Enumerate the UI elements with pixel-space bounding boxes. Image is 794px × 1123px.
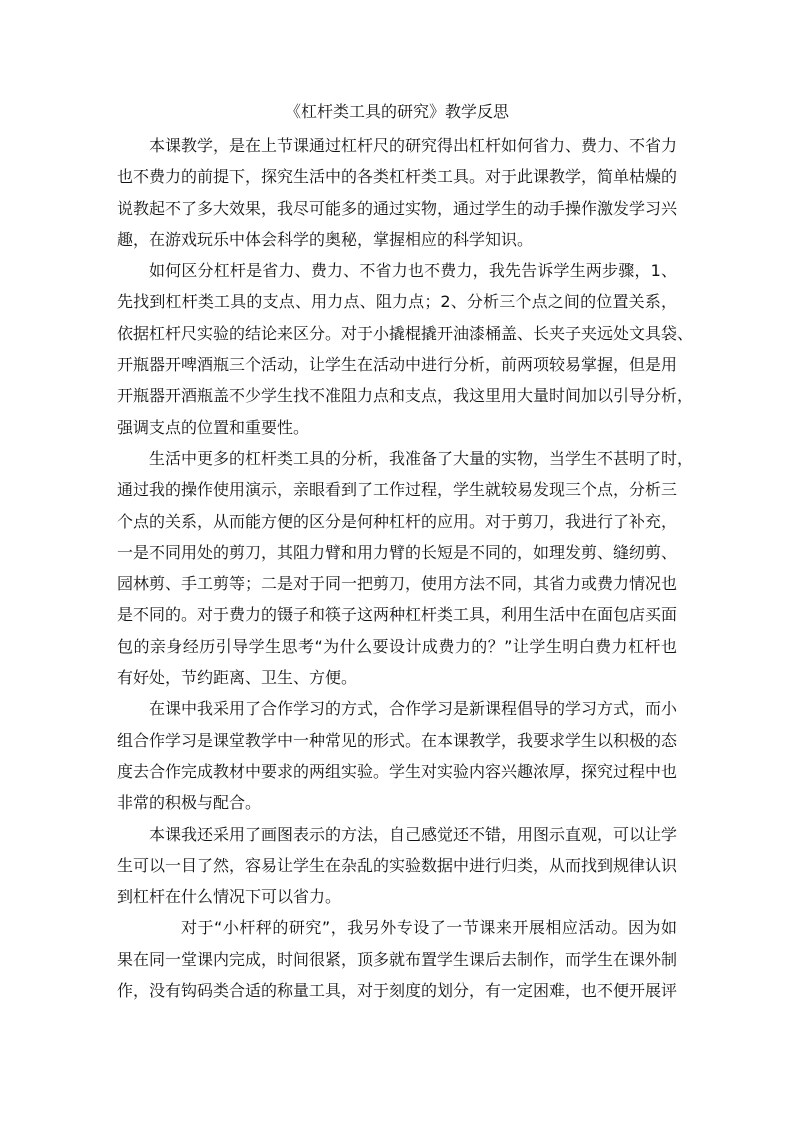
text-line: 本课教学，是在上节课通过杠杆尺的研究得出杠杆如何省力、费力、不省力	[149, 136, 678, 155]
text-line: 作，没有钩码类合适的称量工具，对于刻度的划分，有一定困难，也不便开展评	[117, 981, 678, 1001]
text-line: 一是不同用处的剪刀，其阻力臂和用力臂的长短是不同的，如理发剪、缝纫剪、	[117, 542, 678, 562]
text-line: 到杠杆在什么情况下可以省力。	[117, 887, 342, 907]
document-title: 《杠杆类工具的研究》教学反思	[284, 102, 509, 121]
document-body	[117, 130, 694, 1006]
text-line: 度去合作完成教材中要求的两组实验。学生对实验内容兴趣浓厚，探究过程中也	[117, 761, 678, 781]
text-line: 个点的关系，从而能方便的区分是何种杠杆的应用。对于剪刀，我进行了补充，	[117, 511, 678, 531]
text-line: 对于“小杆秤的研究”，我另外专设了一节课来开展相应活动。因为如	[181, 918, 677, 938]
paragraph	[117, 255, 694, 443]
text-line: 趣，在游戏玩乐中体会科学的奥秘，掌握相应的科学知识。	[117, 229, 534, 249]
paragraph	[117, 443, 694, 693]
text-line: 生活中更多的杠杆类工具的分析，我准备了大量的实物，当学生不甚明了时，	[149, 448, 694, 468]
text-line: 本课我还采用了画图表示的方法，自己感觉还不错，用图示直观，可以让学	[149, 824, 678, 844]
text-line: 通过我的操作使用演示，亲眼看到了工作过程，学生就较易发现三个点，分析三	[117, 480, 678, 500]
text-line: 包的亲身经历引导学生思考“为什么要设计成费力的？”让学生明白费力杠杆也	[117, 636, 677, 656]
text-line: 果在同一堂课内完成，时间很紧，顶多就布置学生课后去制作，而学生在课外制	[117, 949, 678, 969]
text-line: 有好处，节约距离、卫生、方便。	[117, 668, 358, 688]
text-line: 先找到杠杆类工具的支点、用力点、阻力点；2、分析三个点之间的位置关系，	[117, 292, 677, 312]
paragraph	[117, 819, 677, 913]
paragraph	[117, 693, 677, 818]
paragraph	[117, 130, 677, 255]
text-line: 非常的积极与配合。	[117, 793, 262, 813]
text-line: 生可以一目了然，容易让学生在杂乱的实验数据中进行归类，从而找到规律认识	[117, 855, 678, 875]
text-line: 是不同的。对于费力的镊子和筷子这两种杠杆类工具，利用生活中在面包店买面	[117, 605, 678, 625]
text-line: 园林剪、手工剪等；二是对于同一把剪刀，使用方法不同，其省力或费力情况也	[117, 574, 678, 594]
text-line: 开瓶器开酒瓶盖不少学生找不准阻力点和支点，我这里用大量时间加以引导分析，	[117, 386, 694, 406]
text-line: 说教起不了多大效果，我尽可能多的通过实物，通过学生的动手操作激发学习兴	[117, 198, 678, 218]
text-line: 组合作学习是课堂教学中一种常见的形式。在本课教学，我要求学生以积极的态	[117, 730, 678, 750]
text-line: 如何区分杠杆是省力、费力、不省力也不费力，我先告诉学生两步骤，1、	[149, 261, 677, 281]
text-line: 强调支点的位置和重要性。	[117, 417, 310, 437]
paragraph	[117, 912, 677, 1006]
text-line: 开瓶器开啤酒瓶三个活动，让学生在活动中进行分析，前两项较易掌握，但是用	[117, 355, 678, 375]
text-line: 在课中我采用了合作学习的方式，合作学习是新课程倡导的学习方式，而小	[149, 699, 678, 719]
text-line: 也不费力的前提下，探究生活中的各类杠杆类工具。对于此课教学，简单枯燥的	[117, 167, 678, 187]
text-line: 依据杠杆尺实验的结论来区分。对于小撬棍撬开油漆桶盖、长夹子夹远处文具袋、	[117, 323, 694, 343]
